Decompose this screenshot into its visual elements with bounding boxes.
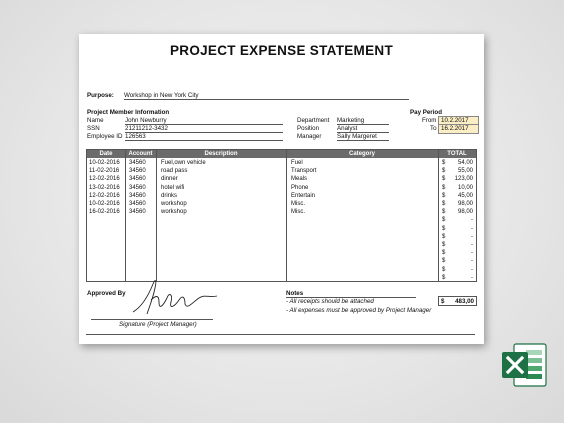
table-row <box>87 225 476 233</box>
member-heading: Project Member Information <box>87 109 170 116</box>
cell-currency: $ <box>442 209 446 216</box>
cell-currency: $ <box>442 225 446 232</box>
grand-total-currency: $ <box>441 297 445 305</box>
cell-description: drinks <box>161 192 178 199</box>
cell-description: dinner <box>161 176 178 183</box>
signature-line <box>91 319 213 320</box>
pay-period-heading: Pay Period <box>410 109 442 116</box>
cell-total: 98,00 <box>457 209 473 216</box>
cell-category: Meals <box>291 176 308 183</box>
cell-description: workshop <box>161 209 187 216</box>
note-line-2: - All expenses must be approved by Project Manager <box>286 307 432 314</box>
cell-account: 34560 <box>129 168 146 175</box>
cell-currency: $ <box>442 184 446 191</box>
position-value: Analyst <box>337 125 389 133</box>
cell-total: - <box>471 233 473 240</box>
table-row <box>87 257 476 265</box>
cell-category: Misc. <box>291 209 305 216</box>
cell-category: Fuel <box>291 160 303 166</box>
manager-value: Sally Margeret <box>337 133 389 141</box>
name-label: Name <box>87 117 104 124</box>
cell-currency: $ <box>442 233 446 240</box>
cell-account: 34560 <box>129 160 146 166</box>
header-category: Category <box>348 151 375 157</box>
cell-total: - <box>471 274 473 281</box>
cell-date: 10-02-2016 <box>89 201 120 207</box>
cell-account: 34560 <box>129 176 146 183</box>
employee-id-value: 126563 <box>125 133 283 141</box>
cell-total: - <box>471 258 473 265</box>
page-title: PROJECT EXPENSE STATEMENT <box>169 43 394 58</box>
grand-total-box <box>438 296 477 306</box>
table-row <box>87 192 476 200</box>
table-header <box>87 150 476 158</box>
cell-currency: $ <box>442 217 446 224</box>
cell-category: Misc. <box>291 201 305 207</box>
signature-image <box>129 276 224 318</box>
cell-date: 12-02-2016 <box>89 176 120 183</box>
purpose-value: Workshop in New York City <box>124 92 409 100</box>
cell-currency: $ <box>442 274 446 281</box>
cell-total: 55,00 <box>457 168 473 175</box>
table-row <box>87 249 476 257</box>
position-label: Position <box>297 125 320 132</box>
approved-by-label: Approved By <box>87 290 126 297</box>
header-account: Account <box>128 151 153 157</box>
department-value: Marketing <box>337 117 389 125</box>
cell-currency: $ <box>442 250 446 257</box>
table-row <box>87 184 476 192</box>
ssn-value: 21211212-3432 <box>125 125 283 133</box>
table-row <box>87 266 476 274</box>
excel-icon <box>500 341 548 389</box>
cell-total: - <box>471 250 473 257</box>
cell-date: 11-02-2016 <box>89 168 120 175</box>
cell-date: 16-02-2016 <box>89 209 120 216</box>
table-row <box>87 200 476 208</box>
cell-date: 10-02-2016 <box>89 160 120 166</box>
cell-currency: $ <box>442 201 446 207</box>
cell-currency: $ <box>442 176 446 183</box>
purpose-label: Purpose: <box>87 92 114 99</box>
cell-currency: $ <box>442 258 446 265</box>
cell-category: Entertain <box>291 192 316 199</box>
cell-description: hotel wifi <box>161 184 185 191</box>
cell-account: 34560 <box>129 209 146 216</box>
cell-category: Transport <box>291 168 317 175</box>
header-date: Date <box>99 151 113 157</box>
cell-account: 34560 <box>129 201 146 207</box>
cell-category: Phone <box>291 184 309 191</box>
footer-rule <box>86 334 475 335</box>
cell-account: 34560 <box>129 192 146 199</box>
expense-sheet <box>79 34 484 344</box>
table-row <box>87 241 476 249</box>
cell-total: 10,00 <box>457 184 473 191</box>
table-row <box>87 208 476 216</box>
to-label: To <box>430 125 437 132</box>
cell-description: Fuel,own vehicle <box>161 160 206 166</box>
employee-id-label: Employee ID <box>87 133 123 140</box>
cell-description: road pass <box>161 168 188 175</box>
cell-total: 98,00 <box>457 201 473 207</box>
notes-label: Notes <box>286 290 304 297</box>
table-row <box>87 175 476 183</box>
note-line-1: - All receipts should be attached <box>286 298 374 305</box>
table-row <box>87 216 476 224</box>
to-date: 16.2.2017 <box>438 124 479 134</box>
cell-total: 123,00 <box>454 176 473 183</box>
cell-description: workshop <box>161 201 187 207</box>
manager-label: Manager <box>297 133 322 140</box>
cell-total: - <box>471 242 473 248</box>
cell-currency: $ <box>442 160 446 166</box>
name-value: John Newburry <box>125 117 283 125</box>
cell-currency: $ <box>442 192 446 199</box>
cell-total: 54,00 <box>457 160 473 166</box>
cell-total: 45,00 <box>457 192 473 199</box>
cell-currency: $ <box>442 266 446 273</box>
ssn-label: SSN <box>87 125 100 132</box>
cell-date: 13-02-2016 <box>89 184 120 191</box>
cell-date: 12-02-2016 <box>89 192 120 199</box>
table-row <box>87 167 476 175</box>
cell-account: 34560 <box>129 184 146 191</box>
department-label: Department <box>297 117 330 124</box>
cell-total: - <box>471 217 473 224</box>
table-row <box>87 233 476 241</box>
from-label: From <box>422 117 437 124</box>
cell-currency: $ <box>442 242 446 248</box>
signature-caption: Signature (Project Manager) <box>119 321 197 328</box>
table-row <box>87 159 476 167</box>
cell-total: - <box>471 266 473 273</box>
cell-currency: $ <box>442 168 446 175</box>
cell-total: - <box>471 225 473 232</box>
expense-table <box>86 149 477 282</box>
header-description: Description <box>204 151 238 157</box>
header-total: TOTAL <box>447 151 467 157</box>
from-date: 10.2.2017 <box>438 116 479 126</box>
grand-total-value: 483,00 <box>455 297 474 305</box>
